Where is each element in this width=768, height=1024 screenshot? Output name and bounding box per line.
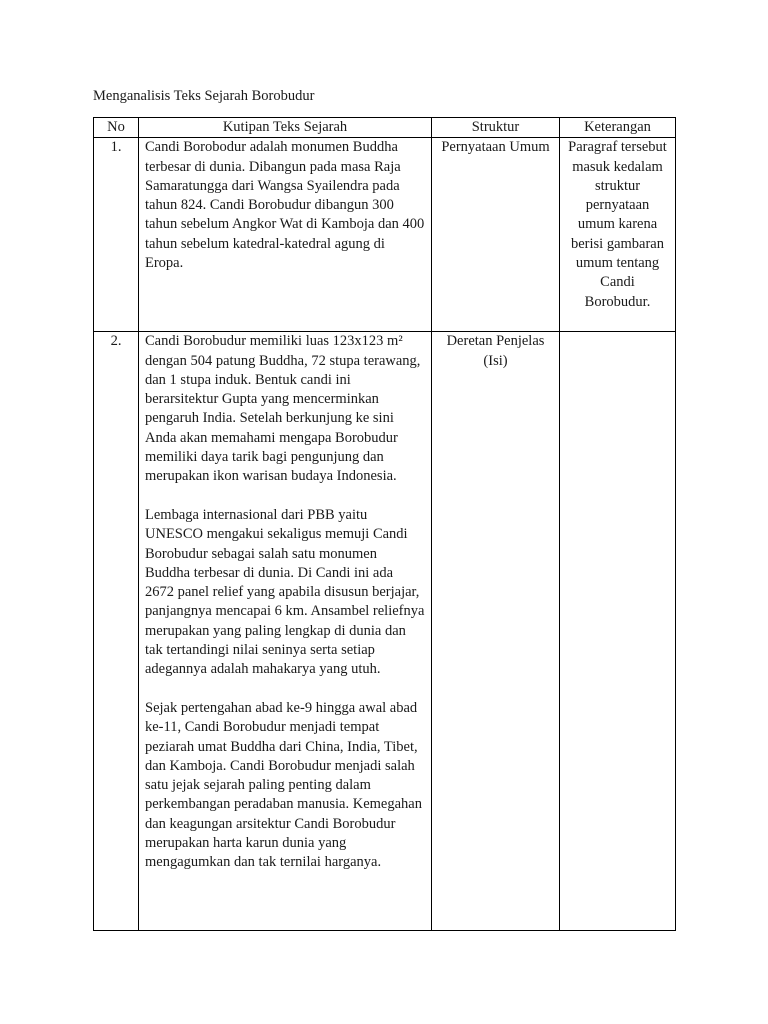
cell-no: 2.: [94, 332, 139, 931]
header-keterangan: Keterangan: [560, 118, 676, 138]
header-struktur: Struktur: [432, 118, 560, 138]
page-title: Menganalisis Teks Sejarah Borobudur: [93, 88, 315, 104]
cell-struktur: Deretan Penjelas (Isi): [432, 332, 560, 931]
cell-keterangan: Paragraf tersebut masuk kedalam struktur pernyataan umum karena berisi gambaran umum tentang Candi Borobudur.: [560, 138, 676, 332]
cell-struktur: Pernyataan Umum: [432, 138, 560, 332]
table-header-row: [94, 118, 676, 138]
analysis-table: [93, 117, 676, 931]
cell-kutipan: [139, 138, 432, 332]
kutipan-paragraph: Sejak pertengahan abad ke-9 hingga awal abad ke-11, Candi Borobudur menjadi tempat peziarah umat Buddha dari China, India, Tibet, dan Kamboja. Candi Borobudur menjadi salah satu jejak sejarah paling penting dalam perkembangan peradaban manusia. Kemegahan dan keagungan arsitektur Candi Borobudur merupakan harta karun dunia yang mengagumkan dan tak ternilai harganya.: [145, 699, 422, 871]
table-row: [94, 332, 676, 931]
cell-keterangan: [560, 332, 676, 931]
cell-kutipan: [139, 332, 432, 931]
table-row: [94, 138, 676, 332]
kutipan-paragraph: Candi Borobudur memiliki luas 123x123 m² dengan 504 patung Buddha, 72 stupa terawang, dan 1 stupa induk. Bentuk candi ini berarsitektur Gupta yang mencerminkan pengaruh India. Setelah berkunjung ke sini Anda akan memahami mengapa Borobudur memiliki daya tarik bagi pengunjung dan merupakan ikon warisan budaya Indonesia.: [145, 333, 421, 485]
kutipan-paragraph: Candi Borobodur adalah monumen Buddha terbesar di dunia. Dibangun pada masa Raja Samaratungga dari Wangsa Syailendra pada tahun 824. Candi Borobudur dibangun 300 tahun sebelum Angkor Wat di Kamboja dan 400 tahun sebelum katedral-katedral agung di Eropa.: [145, 139, 425, 272]
cell-no: 1.: [94, 138, 139, 332]
header-no: No: [94, 118, 139, 138]
header-kutipan: Kutipan Teks Sejarah: [139, 118, 432, 138]
kutipan-paragraph: Lembaga internasional dari PBB yaitu UNESCO mengakui sekaligus memuji Candi Borobudur sebagai salah satu monumen Buddha terbesar di dunia. Di Candi ini ada 2672 panel relief yang apabila disusun berjajar, panjangnya mencapai 6 km. Ansambel reliefnya merupakan yang paling lengkap di dunia dan tak tertandingi nilai seninya serta setiap adegannya adalah mahakarya yang utuh.: [145, 506, 425, 678]
